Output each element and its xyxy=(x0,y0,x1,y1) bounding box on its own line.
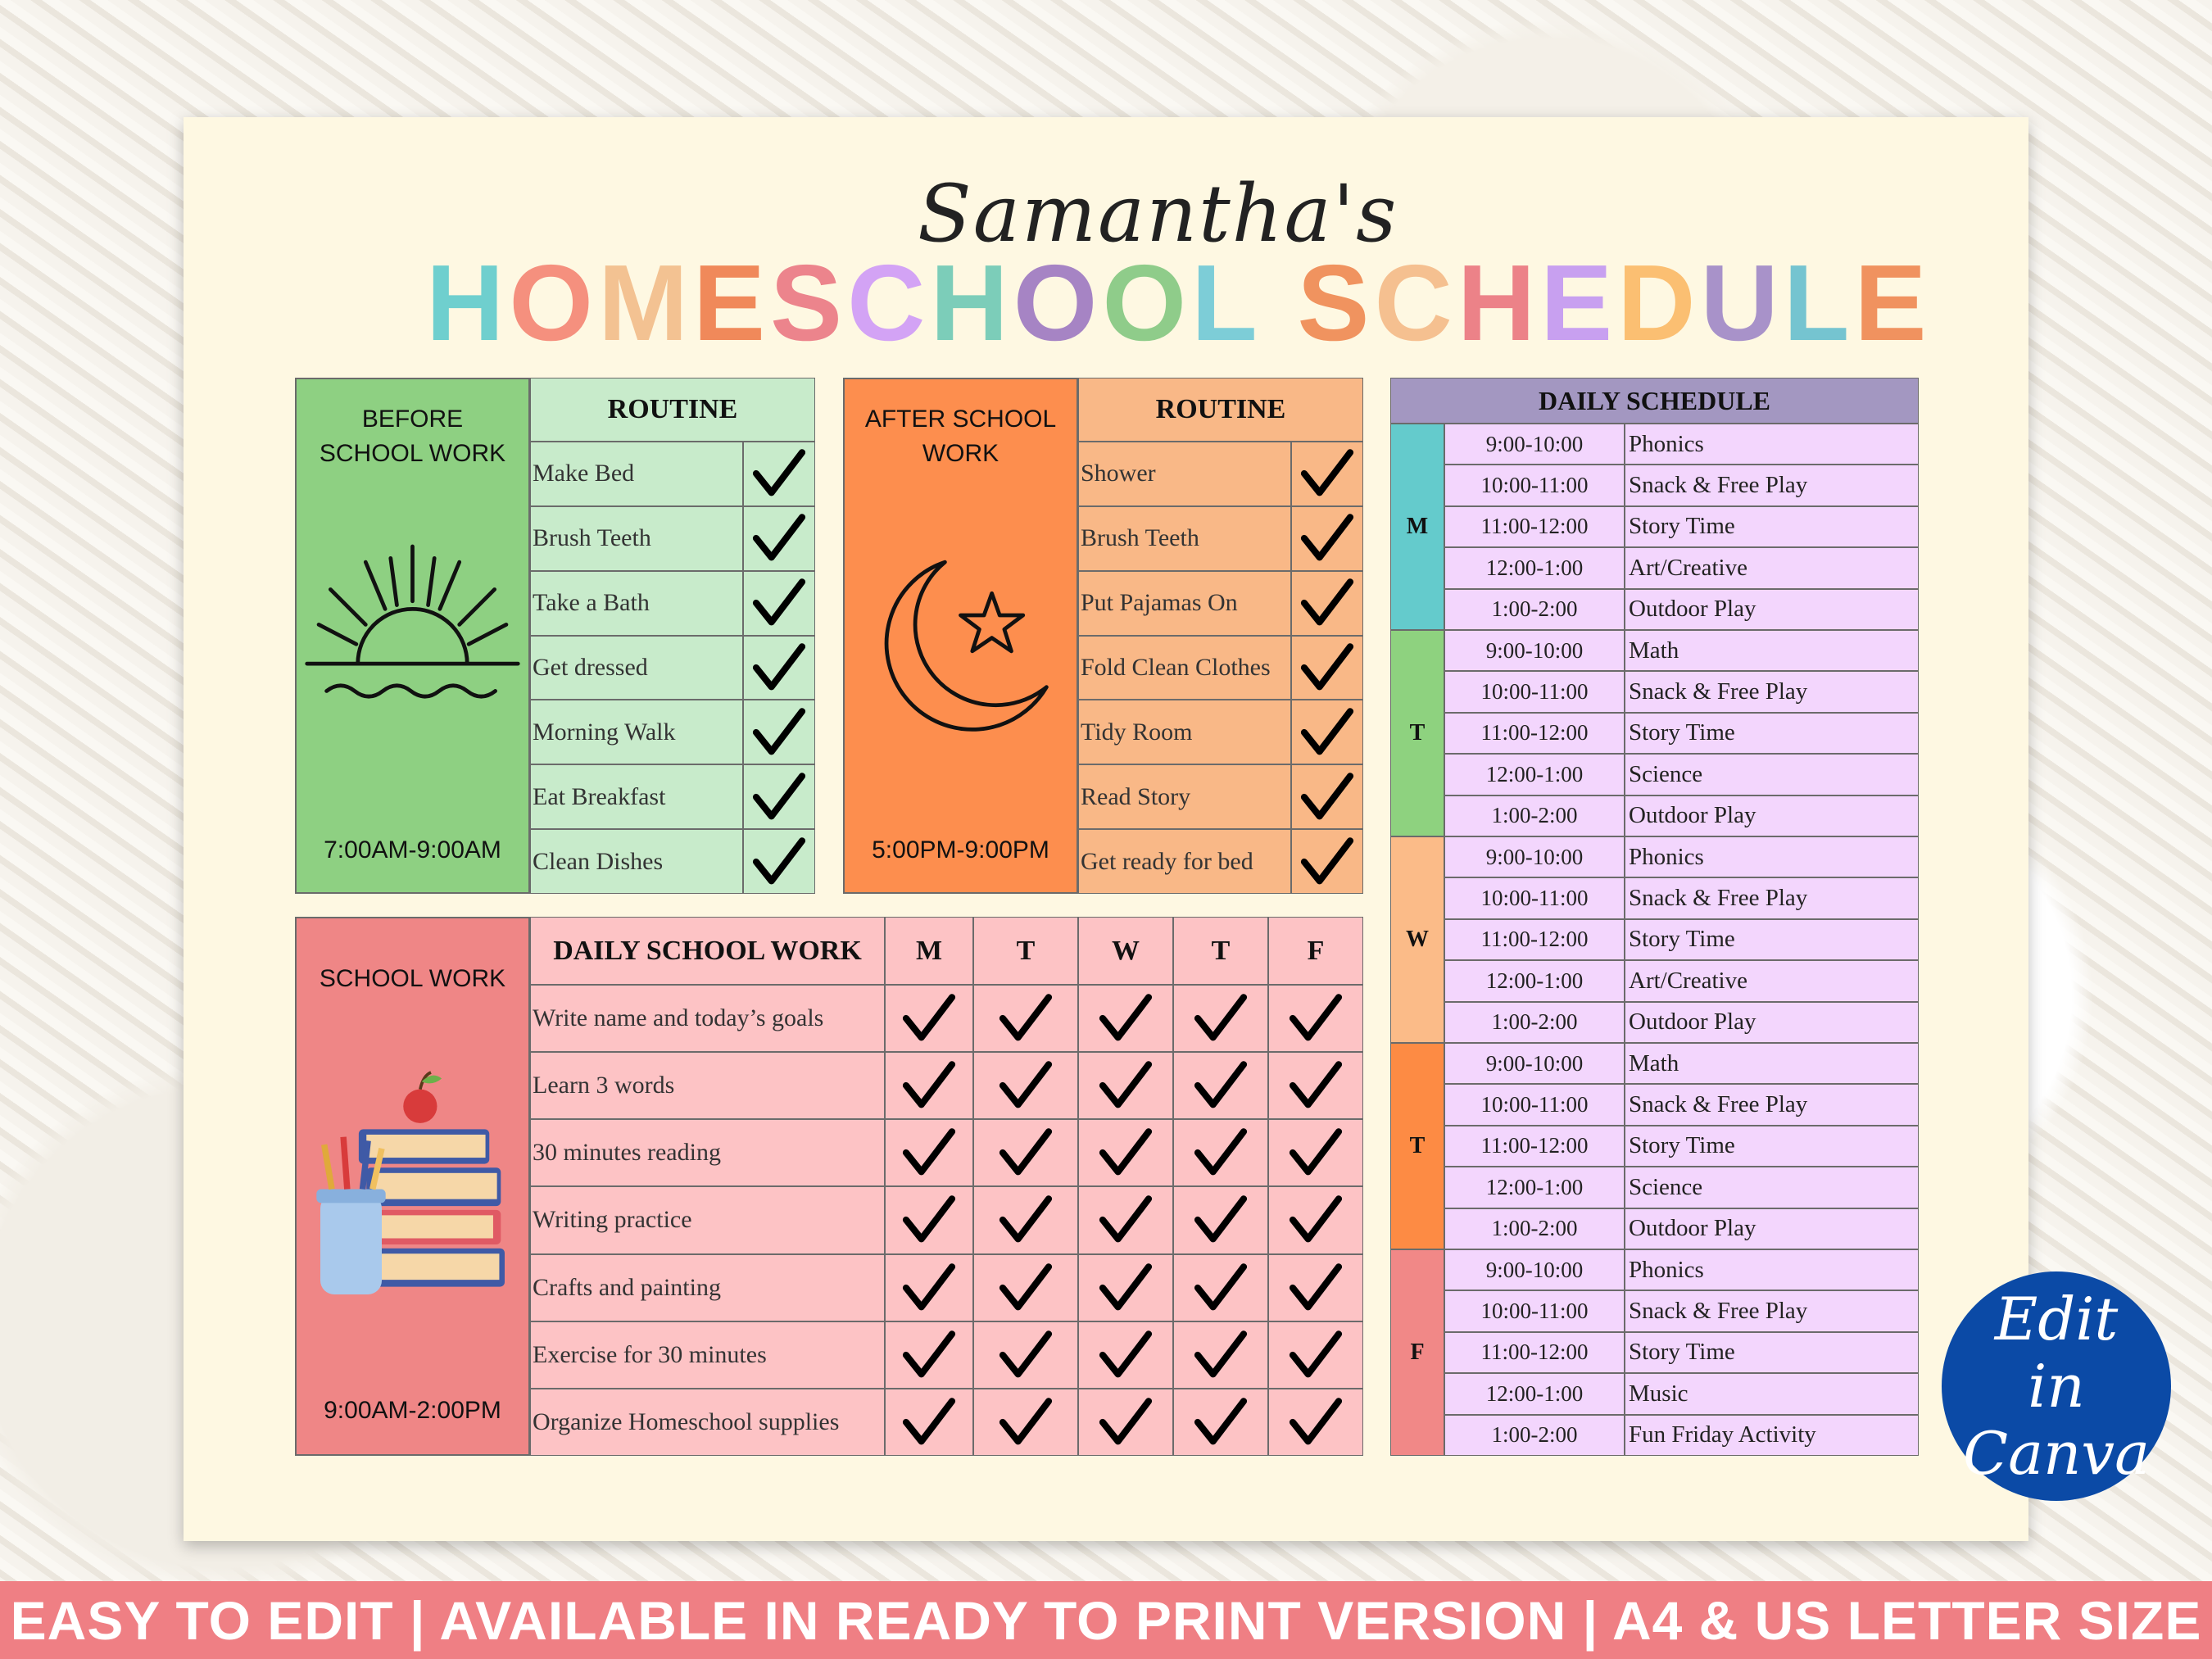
schedule-activity: Math xyxy=(1625,630,1919,671)
schoolwork-checkbox[interactable] xyxy=(1268,1186,1363,1253)
schoolwork-checkbox[interactable] xyxy=(1173,1186,1268,1253)
schedule-time: 10:00-11:00 xyxy=(1444,877,1625,918)
schedule-time: 11:00-12:00 xyxy=(1444,506,1625,547)
badge-line: in xyxy=(2028,1352,2085,1421)
check-icon xyxy=(1097,1191,1154,1249)
day-column-header: T xyxy=(973,917,1078,985)
schoolwork-checkbox[interactable] xyxy=(1078,1321,1173,1389)
title-letter: C xyxy=(847,243,931,363)
check-icon xyxy=(1299,833,1356,891)
schoolwork-checkbox[interactable] xyxy=(973,1254,1078,1321)
schedule-time: 10:00-11:00 xyxy=(1444,1290,1625,1331)
day-column-header: W xyxy=(1078,917,1173,985)
student-name: Samantha's xyxy=(918,168,1398,260)
title-letter: O xyxy=(509,243,599,363)
schedule-day-cell: W xyxy=(1390,836,1444,1043)
schoolwork-checkbox[interactable] xyxy=(1078,1186,1173,1253)
schoolwork-checkbox[interactable] xyxy=(973,1321,1078,1389)
schoolwork-checkbox[interactable] xyxy=(1268,1389,1363,1456)
section-label: AFTER SCHOOL WORK xyxy=(864,406,1057,467)
check-icon xyxy=(900,1259,958,1317)
day-column-header: T xyxy=(1173,917,1268,985)
schoolwork-checkbox[interactable] xyxy=(1268,1321,1363,1389)
routine-checkbox[interactable] xyxy=(743,506,815,571)
routine-item: Get dressed xyxy=(530,636,743,700)
schedule-time: 11:00-12:00 xyxy=(1444,919,1625,960)
routine-item: Eat Breakfast xyxy=(530,764,743,829)
check-icon xyxy=(1287,1057,1344,1114)
check-icon xyxy=(900,990,958,1047)
schoolwork-checkbox[interactable] xyxy=(1078,1119,1173,1186)
schedule-day-cell: M xyxy=(1390,424,1444,630)
check-icon xyxy=(1299,768,1356,826)
schoolwork-checkbox[interactable] xyxy=(1078,985,1173,1052)
schoolwork-checkbox[interactable] xyxy=(1268,1052,1363,1119)
routine-checkbox[interactable] xyxy=(1291,700,1363,764)
schoolwork-checkbox[interactable] xyxy=(1078,1389,1173,1456)
check-icon xyxy=(1192,990,1249,1047)
routine-item: Morning Walk xyxy=(530,700,743,764)
schoolwork-checkbox[interactable] xyxy=(1173,1389,1268,1456)
check-icon xyxy=(1192,1394,1249,1451)
check-icon xyxy=(750,768,808,826)
check-icon xyxy=(900,1326,958,1384)
check-icon xyxy=(997,1326,1054,1384)
schoolwork-checkbox[interactable] xyxy=(885,1254,973,1321)
routine-checkbox[interactable] xyxy=(743,700,815,764)
schedule-activity: Outdoor Play xyxy=(1625,1002,1919,1043)
routine-item: Take a Bath xyxy=(530,571,743,636)
schoolwork-item: Learn 3 words xyxy=(530,1052,885,1119)
schedule-time: 1:00-2:00 xyxy=(1444,1002,1625,1043)
schedule-day-cell: T xyxy=(1390,630,1444,836)
check-icon xyxy=(997,990,1054,1047)
schedule-time: 10:00-11:00 xyxy=(1444,671,1625,712)
routine-item: Clean Dishes xyxy=(530,829,743,894)
check-icon xyxy=(750,445,808,502)
check-icon xyxy=(1287,1259,1344,1317)
check-icon xyxy=(997,1057,1054,1114)
schedule-activity: Snack & Free Play xyxy=(1625,1084,1919,1125)
check-icon xyxy=(750,704,808,761)
schedule-activity: Snack & Free Play xyxy=(1625,1290,1919,1331)
badge-line: Edit xyxy=(1994,1285,2119,1353)
routine-header: ROUTINE xyxy=(530,378,815,442)
title-letter: S xyxy=(1297,243,1375,363)
title-letter: O xyxy=(1102,243,1192,363)
title-letter: E xyxy=(1540,243,1618,363)
schedule-activity: Music xyxy=(1625,1373,1919,1414)
check-icon xyxy=(1287,1326,1344,1384)
check-icon xyxy=(1287,990,1344,1047)
title-letter: O xyxy=(1013,243,1103,363)
schedule-time: 9:00-10:00 xyxy=(1444,836,1625,877)
schedule-time: 1:00-2:00 xyxy=(1444,1415,1625,1456)
schoolwork-checkbox[interactable] xyxy=(885,1186,973,1253)
schedule-activity: Math xyxy=(1625,1043,1919,1084)
schedule-time: 9:00-10:00 xyxy=(1444,424,1625,465)
schedule-activity: Snack & Free Play xyxy=(1625,671,1919,712)
schedule-activity: Story Time xyxy=(1625,713,1919,754)
title-letter: M xyxy=(598,243,693,363)
schoolwork-item: Writing practice xyxy=(530,1186,885,1253)
title-letter: H xyxy=(426,243,510,363)
books-apple-icon xyxy=(303,1060,522,1306)
schedule-activity: Outdoor Play xyxy=(1625,1208,1919,1249)
routine-item: Brush Teeth xyxy=(1078,506,1291,571)
schoolwork-checkbox[interactable] xyxy=(885,1321,973,1389)
check-icon xyxy=(1097,1057,1154,1114)
schedule-activity: Snack & Free Play xyxy=(1625,877,1919,918)
check-icon xyxy=(900,1191,958,1249)
daily-schedule-header: DAILY SCHEDULE xyxy=(1390,378,1919,424)
check-icon xyxy=(900,1057,958,1114)
schedule-activity: Art/Creative xyxy=(1625,960,1919,1001)
routine-checkbox[interactable] xyxy=(743,442,815,506)
title-letter: D xyxy=(1617,243,1701,363)
routine-item: Fold Clean Clothes xyxy=(1078,636,1291,700)
schedule-time: 9:00-10:00 xyxy=(1444,1043,1625,1084)
check-icon xyxy=(1287,1394,1344,1451)
section-label: SCHOOL WORK xyxy=(319,965,506,992)
check-icon xyxy=(1192,1326,1249,1384)
check-icon xyxy=(1299,510,1356,567)
check-icon xyxy=(900,1394,958,1451)
sunrise-icon xyxy=(303,542,522,755)
schoolwork-checkbox[interactable] xyxy=(1268,1254,1363,1321)
title-letter: H xyxy=(1457,243,1541,363)
routine-checkbox[interactable] xyxy=(743,636,815,700)
routine-item: Get ready for bed xyxy=(1078,829,1291,894)
schoolwork-checkbox[interactable] xyxy=(1078,1052,1173,1119)
schoolwork-checkbox[interactable] xyxy=(1173,1052,1268,1119)
routine-checkbox[interactable] xyxy=(1291,506,1363,571)
check-icon xyxy=(997,1124,1054,1181)
title-letter: E xyxy=(1854,243,1932,363)
schoolwork-header: DAILY SCHOOL WORK xyxy=(530,917,885,985)
schedule-activity: Art/Creative xyxy=(1625,547,1919,588)
schedule-time: 12:00-1:00 xyxy=(1444,754,1625,795)
schedule-activity: Story Time xyxy=(1625,506,1919,547)
schoolwork-checkbox[interactable] xyxy=(1173,985,1268,1052)
check-icon xyxy=(750,639,808,696)
title-letter: U xyxy=(1700,243,1784,363)
section-time: 9:00AM-2:00PM xyxy=(324,1397,501,1424)
title-letter: L xyxy=(1191,243,1262,363)
schoolwork-checkbox[interactable] xyxy=(1078,1254,1173,1321)
schedule-time: 12:00-1:00 xyxy=(1444,547,1625,588)
schedule-activity: Phonics xyxy=(1625,836,1919,877)
schedule-time: 10:00-11:00 xyxy=(1444,1084,1625,1125)
schedule-time: 12:00-1:00 xyxy=(1444,960,1625,1001)
schoolwork-item: Exercise for 30 minutes xyxy=(530,1321,885,1389)
schoolwork-checkbox[interactable] xyxy=(1268,1119,1363,1186)
schedule-time: 11:00-12:00 xyxy=(1444,1332,1625,1373)
routine-checkbox[interactable] xyxy=(1291,571,1363,636)
section-time: 5:00PM-9:00PM xyxy=(872,836,1049,863)
check-icon xyxy=(750,833,808,891)
routine-header: ROUTINE xyxy=(1078,378,1363,442)
schedule-time: 1:00-2:00 xyxy=(1444,796,1625,836)
schoolwork-checkbox[interactable] xyxy=(973,1052,1078,1119)
title-letter: L xyxy=(1783,243,1855,363)
routine-item: Make Bed xyxy=(530,442,743,506)
title-letter: C xyxy=(1374,243,1457,363)
schoolwork-checkbox[interactable] xyxy=(1268,985,1363,1052)
check-icon xyxy=(1097,1124,1154,1181)
schedule-time: 10:00-11:00 xyxy=(1444,465,1625,505)
section-time: 7:00AM-9:00AM xyxy=(324,836,501,863)
schoolwork-checkbox[interactable] xyxy=(973,1119,1078,1186)
check-icon xyxy=(1192,1191,1249,1249)
schedule-activity: Story Time xyxy=(1625,919,1919,960)
check-icon xyxy=(1299,639,1356,696)
schedule-time: 12:00-1:00 xyxy=(1444,1373,1625,1414)
schoolwork-checkbox[interactable] xyxy=(885,985,973,1052)
check-icon xyxy=(1097,1259,1154,1317)
schedule-activity: Science xyxy=(1625,1167,1919,1208)
schedule-activity: Story Time xyxy=(1625,1126,1919,1167)
schoolwork-checkbox[interactable] xyxy=(1173,1321,1268,1389)
schoolwork-checkbox[interactable] xyxy=(973,985,1078,1052)
schoolwork-checkbox[interactable] xyxy=(973,1389,1078,1456)
schoolwork-checkbox[interactable] xyxy=(973,1186,1078,1253)
check-icon xyxy=(1097,1326,1154,1384)
schedule-time: 9:00-10:00 xyxy=(1444,630,1625,671)
check-icon xyxy=(997,1394,1054,1451)
routine-checkbox[interactable] xyxy=(743,764,815,829)
schedule-activity: Phonics xyxy=(1625,424,1919,465)
title-letter: H xyxy=(930,243,1013,363)
schedule-activity: Outdoor Play xyxy=(1625,796,1919,836)
routine-item: Read Story xyxy=(1078,764,1291,829)
check-icon xyxy=(750,574,808,632)
check-icon xyxy=(1097,1394,1154,1451)
check-icon xyxy=(1192,1259,1249,1317)
schedule-activity: Fun Friday Activity xyxy=(1625,1415,1919,1456)
routine-item: Put Pajamas On xyxy=(1078,571,1291,636)
day-column-header: F xyxy=(1268,917,1363,985)
check-icon xyxy=(1192,1124,1249,1181)
check-icon xyxy=(997,1191,1054,1249)
routine-checkbox[interactable] xyxy=(1291,829,1363,894)
schoolwork-checkbox[interactable] xyxy=(885,1119,973,1186)
check-icon xyxy=(900,1124,958,1181)
title-letter: E xyxy=(692,243,771,363)
page-title xyxy=(426,243,1932,363)
title-letter xyxy=(1262,246,1298,360)
check-icon xyxy=(1287,1191,1344,1249)
check-icon xyxy=(1097,990,1154,1047)
routine-checkbox[interactable] xyxy=(1291,764,1363,829)
routine-item: Shower xyxy=(1078,442,1291,506)
schedule-time: 11:00-12:00 xyxy=(1444,713,1625,754)
promo-banner: EASY TO EDIT | AVAILABLE IN READY TO PRINT VERSION | A4 & US LETTER SIZE xyxy=(0,1581,2212,1659)
check-icon xyxy=(1299,704,1356,761)
check-icon xyxy=(1299,574,1356,632)
schedule-activity: Phonics xyxy=(1625,1249,1919,1290)
edit-in-canva-badge[interactable] xyxy=(1942,1271,2171,1501)
schoolwork-checkbox[interactable] xyxy=(1173,1119,1268,1186)
routine-checkbox[interactable] xyxy=(1291,442,1363,506)
schedule-day-cell: F xyxy=(1390,1249,1444,1456)
routine-checkbox[interactable] xyxy=(743,829,815,894)
schedule-activity: Outdoor Play xyxy=(1625,589,1919,630)
day-column-header: M xyxy=(885,917,973,985)
schedule-time: 12:00-1:00 xyxy=(1444,1167,1625,1208)
schedule-activity: Story Time xyxy=(1625,1332,1919,1373)
check-icon xyxy=(1287,1124,1344,1181)
routine-item: Tidy Room xyxy=(1078,700,1291,764)
schedule-time: 9:00-10:00 xyxy=(1444,1249,1625,1290)
schoolwork-item: 30 minutes reading xyxy=(530,1119,885,1186)
schoolwork-checkbox[interactable] xyxy=(885,1389,973,1456)
schoolwork-item: Write name and today’s goals xyxy=(530,985,885,1052)
schedule-activity: Science xyxy=(1625,754,1919,795)
check-icon xyxy=(750,510,808,567)
check-icon xyxy=(997,1259,1054,1317)
section-label: BEFORE SCHOOL WORK xyxy=(319,406,506,467)
check-icon xyxy=(1299,445,1356,502)
routine-checkbox[interactable] xyxy=(743,571,815,636)
schoolwork-item: Organize Homeschool supplies xyxy=(530,1389,885,1456)
badge-line: Canva xyxy=(1963,1419,2150,1488)
schedule-activity: Snack & Free Play xyxy=(1625,465,1919,505)
routine-item: Brush Teeth xyxy=(530,506,743,571)
title-letter: S xyxy=(770,243,848,363)
schedule-time: 11:00-12:00 xyxy=(1444,1126,1625,1167)
schoolwork-item: Crafts and painting xyxy=(530,1254,885,1321)
schedule-time: 1:00-2:00 xyxy=(1444,589,1625,630)
schoolwork-checkbox[interactable] xyxy=(1173,1254,1268,1321)
routine-checkbox[interactable] xyxy=(1291,636,1363,700)
schoolwork-checkbox[interactable] xyxy=(885,1052,973,1119)
moon-star-icon xyxy=(851,542,1070,755)
check-icon xyxy=(1192,1057,1249,1114)
schedule-day-cell: T xyxy=(1390,1043,1444,1249)
schedule-time: 1:00-2:00 xyxy=(1444,1208,1625,1249)
